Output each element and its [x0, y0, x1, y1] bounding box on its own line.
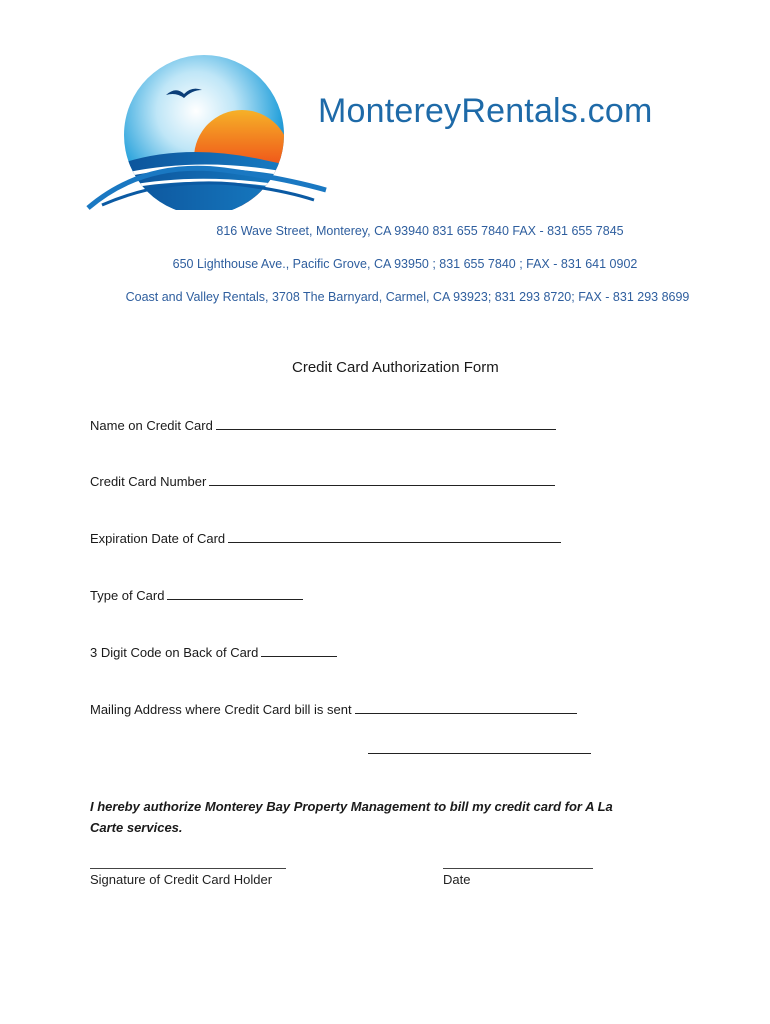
blank-line[interactable]	[355, 712, 577, 714]
field-name-on-card[interactable]	[90, 418, 556, 433]
field-label: Name on Credit Card	[90, 418, 213, 433]
blank-line[interactable]	[209, 484, 555, 486]
field-security-code[interactable]	[90, 645, 337, 660]
field-label: Type of Card	[90, 588, 165, 603]
field-label: Expiration Date of Card	[90, 531, 226, 546]
field-card-type[interactable]	[90, 588, 303, 603]
address-line-monterey: 816 Wave Street, Monterey, CA 93940 831 655 7840 FAX - 831 655 7845	[216, 224, 624, 238]
date-line[interactable]	[443, 868, 593, 869]
address-line-pacific-grove: 650 Lighthouse Ave., Pacific Grove, CA 93950 ; 831 655 7840 ; FAX - 831 641 0902	[172, 257, 638, 271]
blank-line[interactable]	[167, 598, 303, 600]
form-title: Credit Card Authorization Form	[292, 359, 499, 376]
field-label: 3 Digit Code on Back of Card	[90, 645, 259, 660]
field-label: Mailing Address where Credit Card bill is sent	[90, 702, 352, 717]
blank-line[interactable]	[228, 541, 561, 543]
logo-icon	[84, 40, 334, 210]
field-expiration-date[interactable]	[90, 531, 561, 546]
signature-line[interactable]	[90, 868, 286, 869]
field-mailing-address[interactable]	[90, 702, 577, 717]
mailing-address-second-line[interactable]	[368, 753, 591, 754]
signature-label: Signature of Credit Card Holder	[90, 872, 273, 887]
date-label: Date	[443, 872, 471, 887]
address-line-carmel: Coast and Valley Rentals, 3708 The Barnyard, Carmel, CA 93923; 831 293 8720; FAX - 831 293 8699	[125, 290, 690, 304]
authorization-statement: I hereby authorize Monterey Bay Property Management to bill my credit card for A La Carte services.	[90, 799, 613, 835]
blank-line[interactable]	[261, 655, 337, 657]
brand-name: MontereyRentals.com	[318, 92, 653, 130]
field-label: Credit Card Number	[90, 474, 207, 489]
blank-line[interactable]	[216, 428, 556, 430]
field-card-number[interactable]	[90, 474, 555, 489]
